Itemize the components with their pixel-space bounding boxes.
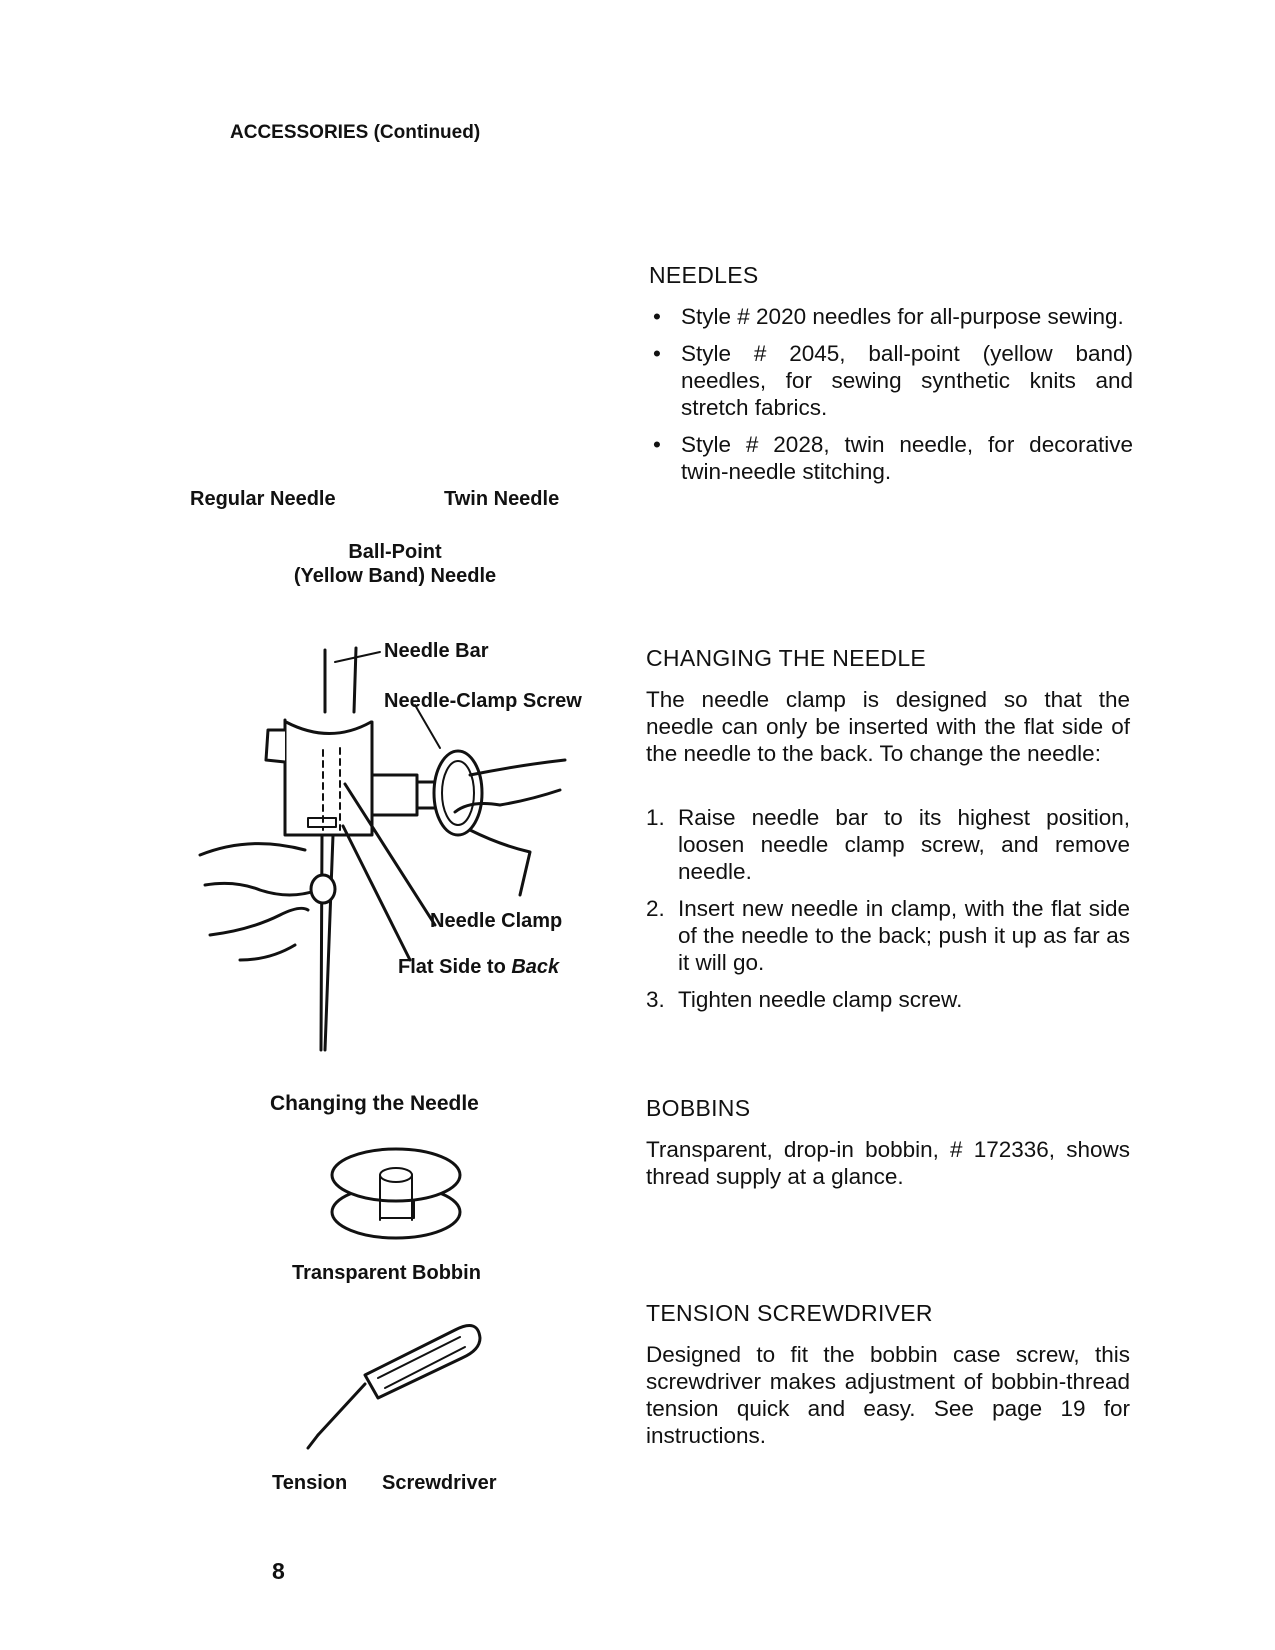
needles-item-2 [649, 340, 1133, 421]
twin-needle-caption: Twin Needle [444, 488, 560, 510]
step-number: 1. [646, 805, 665, 830]
bullet: • [653, 341, 661, 366]
flat-side-label-emph: Back [511, 956, 560, 978]
step-number: 2. [646, 896, 665, 921]
page-header: ACCESSORIES (Continued) [230, 122, 481, 143]
needles-item-text: Style # 2028, twin needle, for decorative twin-needle stitching. [681, 432, 1133, 484]
screwdriver-title: TENSION SCREWDRIVER [646, 1300, 933, 1326]
transparent-bobbin-caption: Transparent Bobbin [292, 1262, 481, 1284]
changing-steps [646, 804, 1130, 1023]
ballpoint-caption-line2: (Yellow Band) Needle [293, 565, 497, 587]
changing-step-1 [646, 804, 1130, 885]
flat-side-label-prefix: Flat Side to [398, 956, 512, 978]
needle-clamp-label: Needle Clamp [430, 910, 563, 932]
bullet: • [653, 304, 661, 329]
needle-bar-label: Needle Bar [384, 640, 489, 662]
bullet: • [653, 432, 661, 457]
needles-item-3 [649, 431, 1133, 485]
changing-needle-caption: Changing the Needle [270, 1092, 479, 1115]
screwdriver-shaft [318, 1384, 365, 1435]
ballpoint-caption-line1: Ball-Point [348, 541, 442, 563]
screwdriver-caption-2: Screwdriver [382, 1472, 497, 1494]
step-text: Insert new needle in clamp, with the flat side of the needle to the back; push it up as far as it will go. [678, 896, 1130, 975]
changing-title: CHANGING THE NEEDLE [646, 645, 927, 671]
needles-item-text: Style # 2020 needles for all-purpose sewing. [681, 304, 1124, 329]
regular-needle-caption: Regular Needle [190, 488, 336, 510]
bobbins-text: Transparent, drop-in bobbin, # 172336, shows thread supply at a glance. [646, 1137, 1130, 1189]
changing-intro: The needle clamp is designed so that the needle can only be inserted with the flat side of the needle to the back. To change the needle: [646, 687, 1130, 766]
changing-step-2 [646, 895, 1130, 976]
screwdriver-tip [308, 1435, 318, 1448]
step-text: Tighten needle clamp screw. [678, 987, 963, 1012]
bobbins-title: BOBBINS [646, 1095, 751, 1121]
step-text: Raise needle bar to its highest position, loosen needle clamp screw, and remove needle. [678, 805, 1130, 884]
needle-clamp-screw-label: Needle-Clamp Screw [384, 690, 582, 712]
screwdriver-caption-1: Tension [272, 1472, 348, 1494]
needles-item-1 [649, 303, 1133, 330]
screwdriver-text: Designed to fit the bobbin case screw, this screwdriver makes adjustment of bobbin-thread tension quick and easy. See page 19 for instructions. [646, 1342, 1130, 1448]
screwdriver-handle [365, 1326, 480, 1399]
needles-list [649, 303, 1133, 495]
step-number: 3. [646, 987, 665, 1012]
needles-item-text: Style # 2045, ball-point (yellow band) needles, for sewing synthetic knits and stretch fabrics. [681, 341, 1133, 420]
changing-step-3 [646, 986, 1130, 1013]
page-number: 8 [272, 1558, 285, 1584]
needles-title: NEEDLES [649, 262, 759, 288]
